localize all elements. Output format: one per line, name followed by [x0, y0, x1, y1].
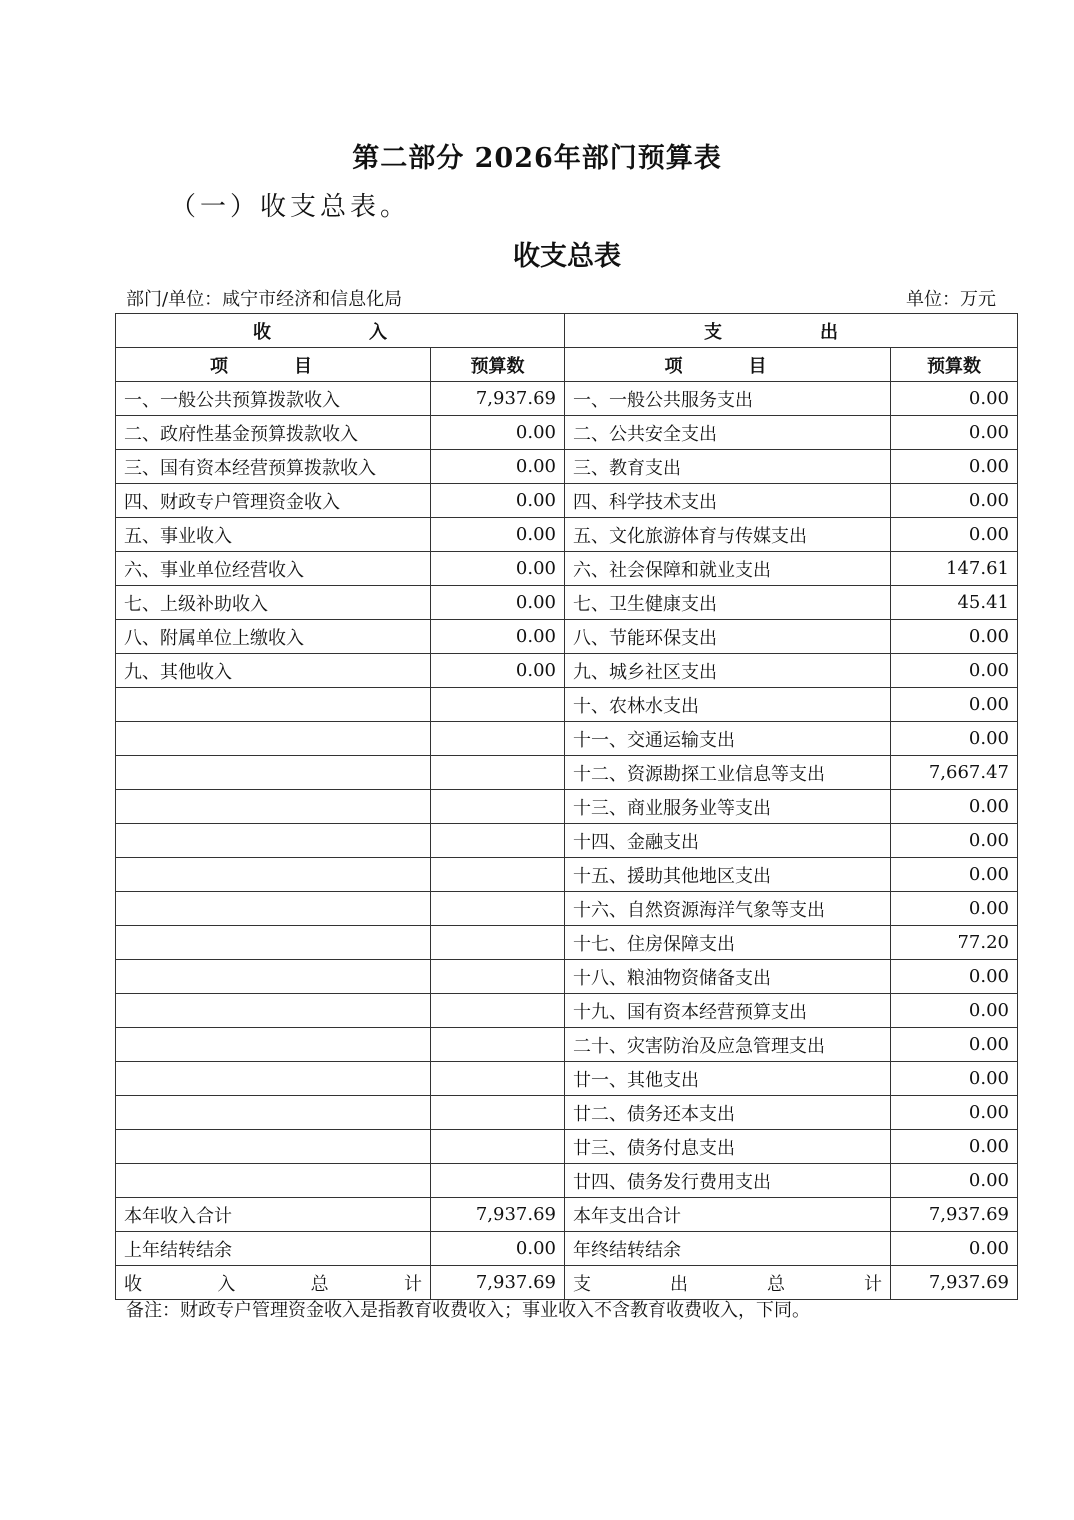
expense-item: 廿四、债务发行费用支出	[565, 1164, 891, 1198]
income-amount: 0.00	[431, 484, 565, 518]
expense-amount: 147.61	[891, 552, 1018, 586]
income-amount: 0.00	[431, 586, 565, 620]
expense-header: 支 出	[565, 314, 1018, 348]
income-header: 收 入	[116, 314, 565, 348]
income-amount	[431, 858, 565, 892]
footnote: 备注：财政专户管理资金收入是指教育收费收入；事业收入不含教育收费收入，下同。	[126, 1300, 810, 1321]
expense-amount: 0.00	[891, 960, 1018, 994]
income-amount	[431, 1062, 565, 1096]
income-item	[116, 858, 431, 892]
expense-item: 廿三、债务付息支出	[565, 1130, 891, 1164]
income-item	[116, 1164, 431, 1198]
expense-item: 七、卫生健康支出	[565, 586, 891, 620]
column-header-row	[116, 348, 1018, 382]
expense-item: 廿一、其他支出	[565, 1062, 891, 1096]
page-title: 第二部分 2026年部门预算表	[352, 143, 722, 174]
expense-item: 二十、灾害防治及应急管理支出	[565, 1028, 891, 1062]
section-heading: （一）收支总表。	[170, 192, 411, 222]
table-row	[116, 790, 1018, 824]
total-row	[116, 1266, 1018, 1300]
expense-amount: 0.00	[891, 1028, 1018, 1062]
income-amount: 0.00	[431, 416, 565, 450]
income-item: 二、政府性基金预算拨款收入	[116, 416, 431, 450]
expense-item: 十、农林水支出	[565, 688, 891, 722]
income-item: 三、国有资本经营预算拨款收入	[116, 450, 431, 484]
expense-item: 六、社会保障和就业支出	[565, 552, 891, 586]
table-row	[116, 1130, 1018, 1164]
income-item	[116, 756, 431, 790]
income-item: 九、其他收入	[116, 654, 431, 688]
expense-item: 年终结转结余	[565, 1232, 891, 1266]
income-item: 一、一般公共预算拨款收入	[116, 382, 431, 416]
table-row	[116, 518, 1018, 552]
expense-item: 十三、商业服务业等支出	[565, 790, 891, 824]
income-amount	[431, 1028, 565, 1062]
expense-item: 九、城乡社区支出	[565, 654, 891, 688]
income-amount: 0.00	[431, 654, 565, 688]
income-amount	[431, 994, 565, 1028]
income-amount	[431, 688, 565, 722]
table-row	[116, 858, 1018, 892]
income-item: 七、上级补助收入	[116, 586, 431, 620]
table-row	[116, 824, 1018, 858]
group-header-row	[116, 314, 1018, 348]
expense-amount: 0.00	[891, 382, 1018, 416]
table-row	[116, 1062, 1018, 1096]
income-item	[116, 824, 431, 858]
department-label: 部门/单位：咸宁市经济和信息化局	[126, 289, 403, 310]
expense-total-label: 支出总计	[565, 1266, 891, 1300]
expense-amount: 0.00	[891, 1164, 1018, 1198]
table-row	[116, 620, 1018, 654]
table-row	[116, 994, 1018, 1028]
table-row	[116, 688, 1018, 722]
income-amount: 7,937.69	[431, 1198, 565, 1232]
table-row	[116, 586, 1018, 620]
income-item-header: 项 目	[116, 348, 431, 382]
income-item	[116, 1028, 431, 1062]
table-row	[116, 1028, 1018, 1062]
income-amount	[431, 1130, 565, 1164]
expense-amount: 0.00	[891, 994, 1018, 1028]
table-row	[116, 756, 1018, 790]
income-item	[116, 892, 431, 926]
income-item	[116, 1096, 431, 1130]
income-amount	[431, 926, 565, 960]
expense-amount: 0.00	[891, 858, 1018, 892]
income-amount	[431, 960, 565, 994]
expense-item: 廿二、债务还本支出	[565, 1096, 891, 1130]
expense-item: 十八、粮油物资储备支出	[565, 960, 891, 994]
income-item	[116, 1130, 431, 1164]
table-row	[116, 1232, 1018, 1266]
income-amount-header: 预算数	[431, 348, 565, 382]
expense-amount: 77.20	[891, 926, 1018, 960]
expense-amount: 0.00	[891, 518, 1018, 552]
income-amount: 7,937.69	[431, 382, 565, 416]
income-amount: 0.00	[431, 450, 565, 484]
expense-amount: 0.00	[891, 416, 1018, 450]
expense-amount: 0.00	[891, 790, 1018, 824]
expense-amount: 0.00	[891, 1096, 1018, 1130]
income-amount: 0.00	[431, 552, 565, 586]
expense-amount: 0.00	[891, 1062, 1018, 1096]
expense-item: 十四、金融支出	[565, 824, 891, 858]
income-total-label: 收入总计	[116, 1266, 431, 1300]
expense-item: 十九、国有资本经营预算支出	[565, 994, 891, 1028]
expense-item: 十二、资源勘探工业信息等支出	[565, 756, 891, 790]
table-row	[116, 382, 1018, 416]
expense-amount: 7,937.69	[891, 1198, 1018, 1232]
expense-amount-header: 预算数	[891, 348, 1018, 382]
table-row	[116, 484, 1018, 518]
expense-amount: 0.00	[891, 654, 1018, 688]
income-item	[116, 722, 431, 756]
table-row	[116, 552, 1018, 586]
expense-item: 八、节能环保支出	[565, 620, 891, 654]
expense-amount: 7,667.47	[891, 756, 1018, 790]
expense-amount: 0.00	[891, 620, 1018, 654]
expense-total-amount: 7,937.69	[891, 1266, 1018, 1300]
income-amount: 0.00	[431, 620, 565, 654]
expense-amount: 0.00	[891, 484, 1018, 518]
expense-amount: 45.41	[891, 586, 1018, 620]
table-row	[116, 960, 1018, 994]
expense-item: 十一、交通运输支出	[565, 722, 891, 756]
income-amount: 0.00	[431, 518, 565, 552]
expense-amount: 0.00	[891, 892, 1018, 926]
income-amount: 0.00	[431, 1232, 565, 1266]
table-row	[116, 1198, 1018, 1232]
table-body	[116, 382, 1018, 1266]
income-item	[116, 1062, 431, 1096]
expense-amount: 0.00	[891, 1130, 1018, 1164]
income-total-amount: 7,937.69	[431, 1266, 565, 1300]
income-item: 八、附属单位上缴收入	[116, 620, 431, 654]
expense-item: 十七、住房保障支出	[565, 926, 891, 960]
table-row	[116, 450, 1018, 484]
expense-item: 四、科学技术支出	[565, 484, 891, 518]
income-item	[116, 790, 431, 824]
income-amount	[431, 722, 565, 756]
table-row	[116, 416, 1018, 450]
income-amount	[431, 1164, 565, 1198]
table-row	[116, 654, 1018, 688]
income-item: 五、事业收入	[116, 518, 431, 552]
unit-label: 单位：万元	[906, 289, 996, 310]
expense-amount: 0.00	[891, 688, 1018, 722]
income-item: 上年结转结余	[116, 1232, 431, 1266]
income-item: 本年收入合计	[116, 1198, 431, 1232]
table-title: 收支总表	[513, 241, 621, 272]
expense-item: 本年支出合计	[565, 1198, 891, 1232]
income-amount	[431, 756, 565, 790]
income-amount	[431, 892, 565, 926]
expense-item: 五、文化旅游体育与传媒支出	[565, 518, 891, 552]
income-item: 四、财政专户管理资金收入	[116, 484, 431, 518]
table-row	[116, 722, 1018, 756]
income-amount	[431, 1096, 565, 1130]
expense-item: 二、公共安全支出	[565, 416, 891, 450]
expense-item-header: 项 目	[565, 348, 891, 382]
budget-summary-table	[115, 313, 1018, 1300]
expense-item: 一、一般公共服务支出	[565, 382, 891, 416]
expense-item: 三、教育支出	[565, 450, 891, 484]
income-item	[116, 688, 431, 722]
expense-amount: 0.00	[891, 450, 1018, 484]
table-row	[116, 892, 1018, 926]
income-item: 六、事业单位经营收入	[116, 552, 431, 586]
table-row	[116, 1096, 1018, 1130]
income-item	[116, 960, 431, 994]
expense-amount: 0.00	[891, 824, 1018, 858]
table-row	[116, 926, 1018, 960]
income-amount	[431, 824, 565, 858]
table-row	[116, 1164, 1018, 1198]
expense-amount: 0.00	[891, 722, 1018, 756]
income-item	[116, 994, 431, 1028]
income-amount	[431, 790, 565, 824]
expense-item: 十六、自然资源海洋气象等支出	[565, 892, 891, 926]
expense-item: 十五、援助其他地区支出	[565, 858, 891, 892]
expense-amount: 0.00	[891, 1232, 1018, 1266]
income-item	[116, 926, 431, 960]
